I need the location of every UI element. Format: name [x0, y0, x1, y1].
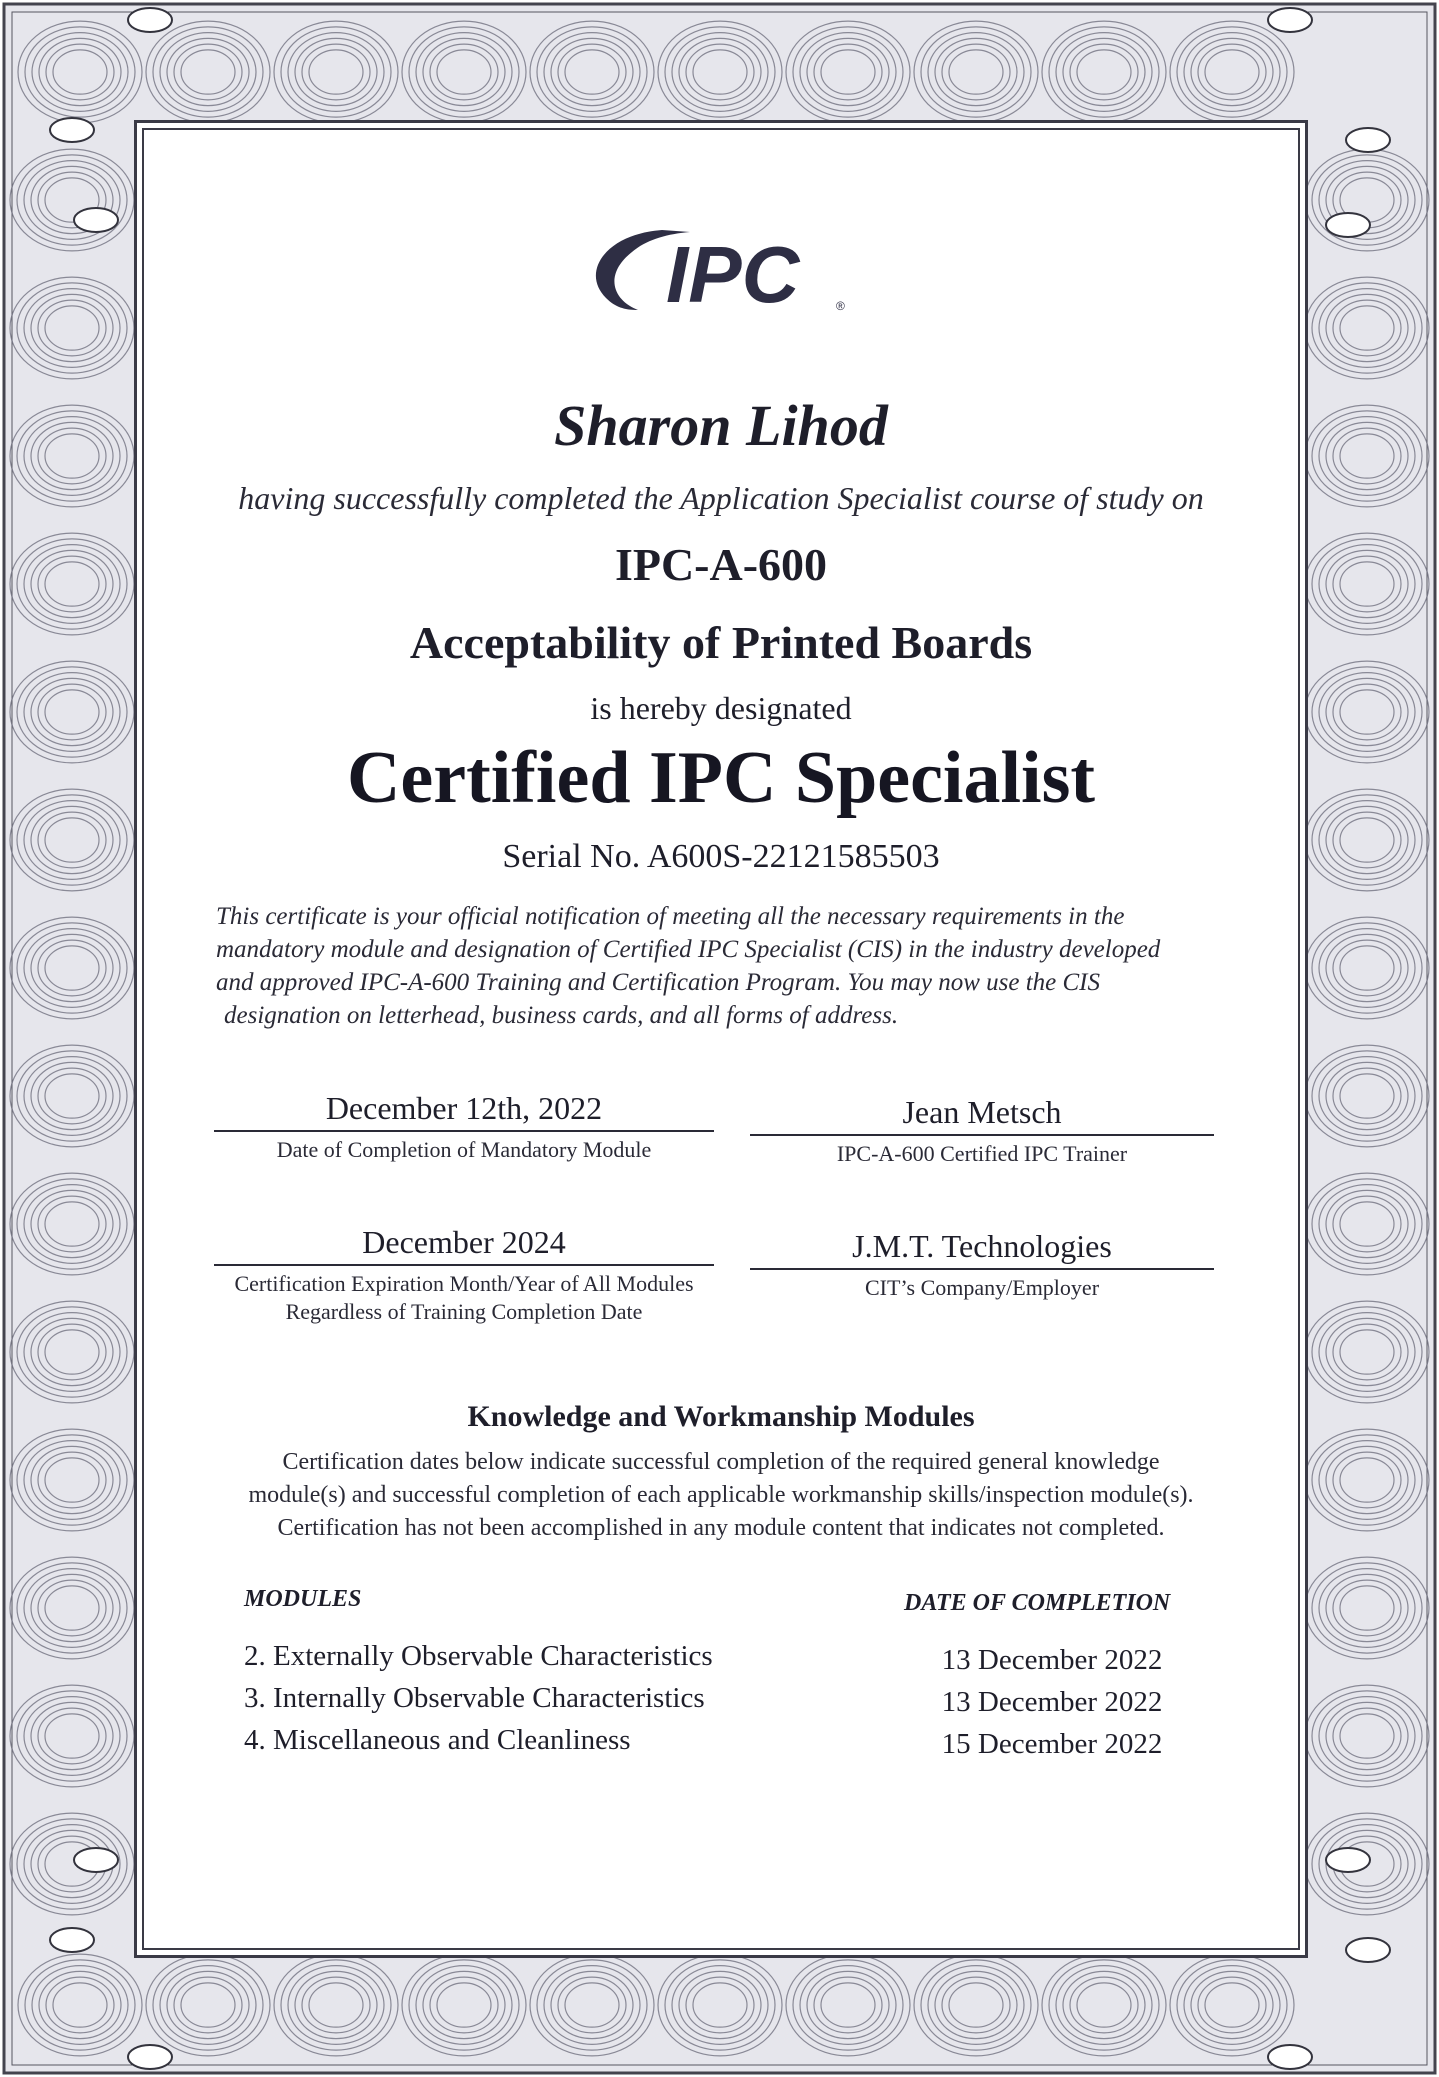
- completion-date-block: [214, 1088, 714, 1164]
- course-line: having successfully completed the Application Specialist course of study on: [238, 480, 1204, 516]
- ipc-seal-emblem: [74, 1848, 118, 1872]
- ipc-seal-emblem: [1268, 8, 1312, 32]
- ipc-seal-emblem: [1326, 1848, 1370, 1872]
- designation-title: Certified IPC Specialist: [346, 737, 1096, 819]
- ipc-logo: [566, 212, 866, 332]
- standard-number: IPC-A-600: [614, 539, 828, 590]
- ipc-seal-emblem: [128, 8, 172, 32]
- svg-text:IPC: IPC: [666, 230, 800, 319]
- standard-title: Acceptability of Printed Boards: [409, 617, 1033, 668]
- signature-line: [750, 1134, 1214, 1136]
- module-row-name: 3. Internally Observable Characteristics: [244, 1682, 705, 1714]
- module-row-date: 15 December 2022: [941, 1728, 1163, 1760]
- recipient-name: Sharon Lihod: [554, 393, 888, 458]
- module-row-date: 13 December 2022: [941, 1686, 1163, 1718]
- certificate-panel: [142, 128, 1300, 1950]
- expiration-date: December 2024: [362, 1224, 566, 1260]
- completion-date: December 12th, 2022: [325, 1090, 603, 1126]
- signature-line: [750, 1268, 1214, 1270]
- serial-number: Serial No. A600S-22121585503: [502, 838, 940, 875]
- expiration-caption-2: Regardless of Training Completion Date: [285, 1299, 643, 1324]
- company-name: J.M.T. Technologies: [852, 1228, 1112, 1264]
- modules-body-line: Certification has not been accomplished in any module content that indicates not completed.: [277, 1515, 1165, 1541]
- modules-section-body: [174, 1446, 1268, 1545]
- svg-text:®: ®: [836, 299, 845, 313]
- ipc-seal-emblem: [1346, 128, 1390, 152]
- notice-line: This certificate is your official notification of meeting all the necessary requirements in the: [216, 903, 1125, 930]
- notice-line: designation on letterhead, business cards, and all forms of address.: [224, 1002, 899, 1029]
- ipc-seal-emblem: [74, 208, 118, 232]
- notice-line: mandatory module and designation of Certified IPC Specialist (CIS) in the industry developed: [216, 936, 1161, 963]
- modules-header: MODULES: [244, 1586, 362, 1612]
- ipc-seal-emblem: [1326, 213, 1370, 237]
- module-row-date: 13 December 2022: [941, 1644, 1163, 1676]
- ipc-seal-emblem: [128, 2045, 172, 2069]
- date-of-completion-header: DATE OF COMPLETION: [904, 1590, 1171, 1616]
- certificate-notice: [216, 900, 1226, 1032]
- modules-body-line: module(s) and successful completion of each applicable workmanship skills/inspection module(s).: [248, 1482, 1194, 1508]
- trainer-caption: IPC-A-600 Certified IPC Trainer: [836, 1141, 1128, 1166]
- signature-line: [214, 1264, 714, 1266]
- signature-line: [214, 1130, 714, 1132]
- module-row-name: 2. Externally Observable Characteristics: [244, 1640, 713, 1672]
- module-row-name: 4. Miscellaneous and Cleanliness: [244, 1724, 631, 1756]
- ipc-seal-emblem: [1346, 1938, 1390, 1962]
- company-block: [750, 1226, 1214, 1302]
- completion-date-caption: Date of Completion of Mandatory Module: [276, 1137, 652, 1162]
- ipc-seal-emblem: [50, 1928, 94, 1952]
- designated-text: is hereby designated: [590, 690, 852, 726]
- modules-section-title: Knowledge and Workmanship Modules: [467, 1400, 975, 1433]
- expiration-block: [214, 1222, 714, 1326]
- company-caption: CIT’s Company/Employer: [864, 1275, 1100, 1300]
- trainer-block: [750, 1092, 1214, 1168]
- expiration-caption-1: Certification Expiration Month/Year of All Modules: [234, 1271, 694, 1296]
- notice-line: and approved IPC-A-600 Training and Certification Program. You may now use the CIS: [216, 969, 1101, 996]
- modules-body-line: Certification dates below indicate successful completion of the required general knowledge: [282, 1449, 1160, 1475]
- ipc-seal-emblem: [1268, 2045, 1312, 2069]
- ipc-seal-emblem: [50, 118, 94, 142]
- trainer-name: Jean Metsch: [902, 1094, 1062, 1130]
